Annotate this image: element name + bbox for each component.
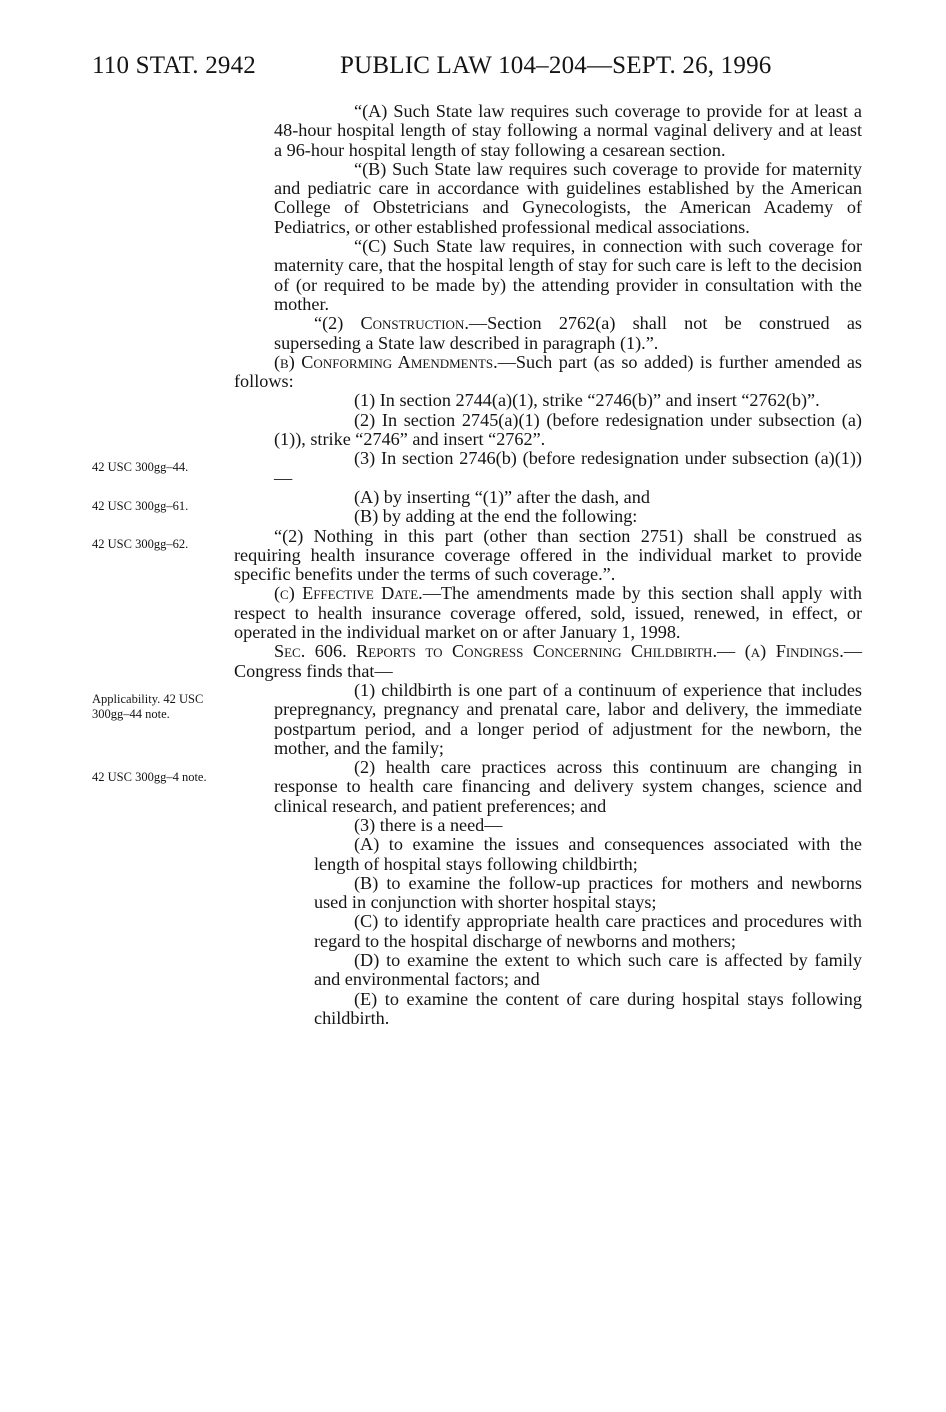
paragraph-finding-3b: (B) to examine the follow-up practices for mothers and newborns used in conjunction with shorter hospital stays;: [314, 872, 862, 913]
findings-heading: (a) Findings.: [744, 641, 844, 662]
paragraph-finding-3d: (D) to examine the extent to which such care is affected by family and environmental factors; and: [314, 950, 862, 990]
section-606: [234, 642, 862, 681]
effective-date-text: —The amendments made by this section shall apply with respect to health insurance coverage offered, sold, issued, renewed, in effect, or operated in the individual market on or after January 1, 1998.: [234, 583, 862, 643]
page-law-header: PUBLIC LAW 104–204—SEPT. 26, 1996: [340, 52, 772, 79]
margin-note-usc-44: 42 USC 300gg–44.: [92, 460, 189, 474]
findings-text: —Congress finds that—: [234, 641, 863, 681]
paragraph-conforming-3a: (A) by inserting “(1)” after the dash, and: [354, 486, 650, 507]
paragraph-conforming-3: (3) In section 2746(b) (before redesignation under subsection (a)(1))—: [274, 448, 862, 488]
paragraph-construction: [234, 314, 862, 353]
margin-note-usc-62: 42 USC 300gg–62.: [92, 537, 189, 551]
page-stat-reference: 110 STAT. 2942: [92, 52, 256, 79]
margin-note-applicability: Applicability. 42 USC 300gg–44 note.: [92, 692, 204, 721]
paragraph-effective-date: [234, 584, 862, 642]
document-body: [234, 102, 862, 1028]
paragraph-conforming-3b: (B) by adding at the end the following:: [354, 506, 638, 527]
paragraph-conforming-amendments: [234, 353, 862, 392]
paragraph-finding-1: (1) childbirth is one part of a continuum of experience that includes prepregnancy, pregnancy and prenatal care, labor and delivery, the immediate postpartum period, and a longer period of adjustment for the newborn, the mother, and the family;: [274, 679, 862, 758]
conforming-text: —Such part (as so added) is further amended as follows:: [234, 351, 862, 392]
paragraph-state-law-a: “(A) Such State law requires such coverage to provide for at least a 48-hour hospital length of stay following a normal vaginal delivery and at least a 96-hour hospital length of stay following a cesarean section.: [274, 101, 862, 160]
section-606-heading: Sec. 606. Reports to Congress Concerning Childbirth.: [274, 641, 717, 662]
paragraph-finding-3e: (E) to examine the content of care during hospital stays following childbirth.: [314, 988, 862, 1028]
conforming-heading: (b) Conforming Amendments.: [274, 351, 498, 372]
section-606-dash: —: [717, 641, 736, 662]
paragraph-conforming-2: (2) In section 2745(a)(1) (before redesignation under subsection (a)(1)), strike “2746” and insert “2762”.: [274, 409, 862, 450]
paragraph-finding-3c: (C) to identify appropriate health care practices and procedures with regard to the hospital discharge of newborns and mothers;: [314, 911, 862, 951]
paragraph-state-law-b: “(B) Such State law requires such coverage to provide for maternity and pediatric care in accordance with guidelines established by the American College of Obstetricians and Gynecologists, the American Academy of Pediatrics, or other established professional medical associations.: [274, 158, 862, 237]
paragraph-nothing-in-part: “(2) Nothing in this part (other than section 2751) shall be construed as requiring health insurance coverage offered in the individual market to provide specific benefits under the terms of such coverage.”.: [234, 525, 862, 585]
construction-heading: “(2) Construction.: [314, 313, 469, 334]
paragraph-conforming-1: (1) In section 2744(a)(1), strike “2746(b)” and insert “2762(b)”.: [354, 390, 820, 411]
paragraph-state-law-c: “(C) Such State law requires, in connection with such coverage for maternity care, that the hospital length of stay for such care is left to the decision of (or required to be made by) the attending provider in consultation with the mother.: [274, 236, 862, 314]
construction-text: —Section 2762(a) shall not be construed as superseding a State law described in paragraph (1).”.: [274, 313, 862, 353]
margin-note-usc-4: 42 USC 300gg–4 note.: [92, 770, 207, 784]
paragraph-finding-2: (2) health care practices across this continuum are changing in response to health care financing and delivery system changes, science and clinical research, and patient preferences; and: [274, 757, 862, 816]
margin-note-usc-61: 42 USC 300gg–61.: [92, 499, 189, 513]
paragraph-finding-3: (3) there is a need—: [354, 814, 503, 835]
paragraph-finding-3a: (A) to examine the issues and consequences associated with the length of hospital stays following childbirth;: [314, 834, 862, 874]
effective-date-heading: (c) Effective Date.: [274, 583, 423, 604]
